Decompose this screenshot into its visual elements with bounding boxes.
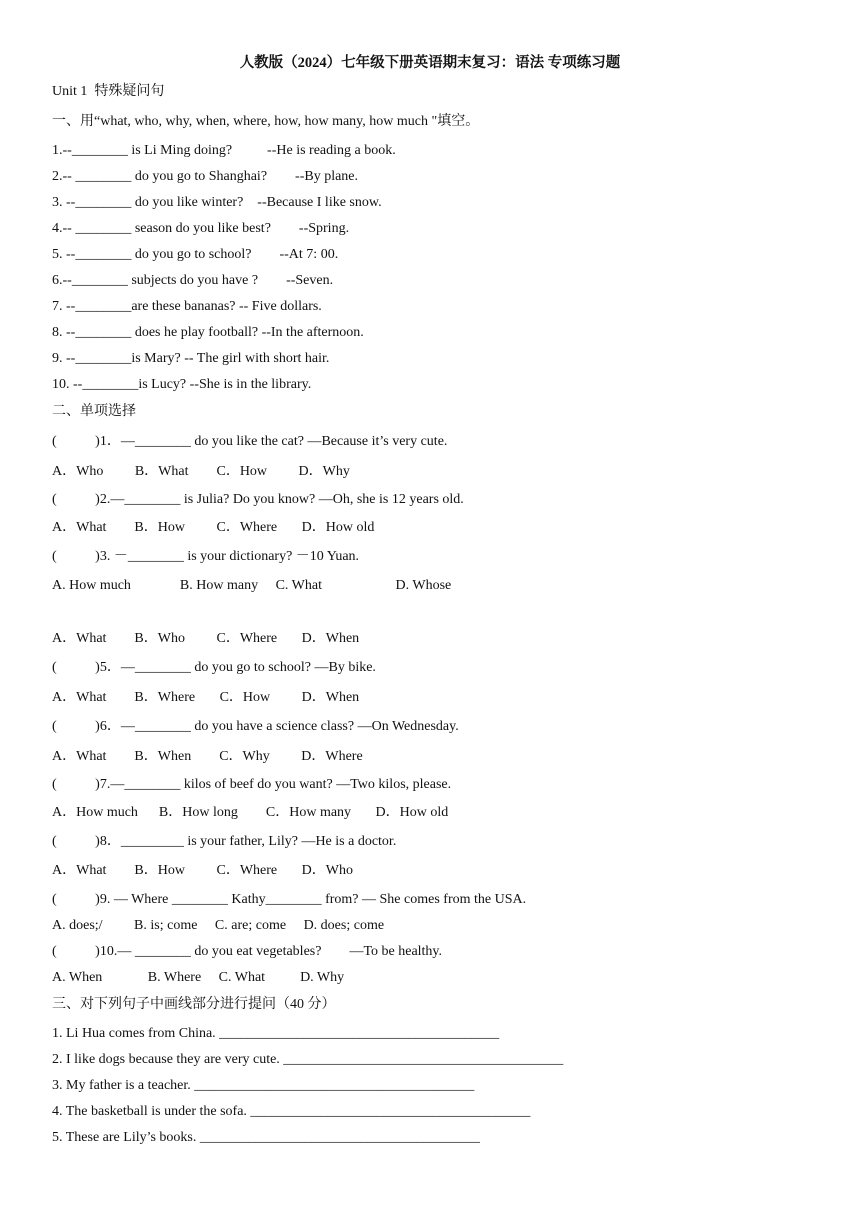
rewrite-item-5: 5. These are Lily’s books. ________________________________________ bbox=[52, 1130, 480, 1145]
mc-question-6: ( )6．—________ do you have a science class? —On Wednesday. bbox=[52, 719, 459, 734]
rewrite-item-4: 4. The basketball is under the sofa. ________________________________________ bbox=[52, 1104, 531, 1119]
fill-item-7: 7. --________are these bananas? -- Five dollars. bbox=[52, 299, 322, 314]
fill-item-1: 1.--________ is Li Ming doing? --He is reading a book. bbox=[52, 143, 396, 158]
mc-options-4: A．What B．Who C．Where D．When bbox=[52, 631, 360, 646]
mc-options-6: A．What B．When C．Why D．Where bbox=[52, 749, 363, 764]
mc-question-2: ( )2.—________ is Julia? Do you know? —Oh, she is 12 years old. bbox=[52, 492, 464, 507]
mc-options-9: A. does;/ B. is; come C. are; come D. does; come bbox=[52, 918, 385, 933]
mc-question-10: ( )10.— ________ do you eat vegetables? —To be healthy. bbox=[52, 944, 443, 959]
mc-options-2: A．What B．How C．Where D．How old bbox=[52, 520, 375, 535]
section3-heading: 三、对下列句子中画线部分进行提问（40 分） bbox=[52, 997, 336, 1012]
mc-options-10: A. When B. Where C. What D. Why bbox=[52, 970, 345, 985]
mc-options-5: A．What B．Where C．How D．When bbox=[52, 690, 360, 705]
rewrite-item-2: 2. I like dogs because they are very cute. ________________________________________ bbox=[52, 1052, 564, 1067]
mc-question-9: ( )9. — Where ________ Kathy________ from? — She comes from the USA. bbox=[52, 892, 527, 907]
mc-question-8: ( )8．_________ is your father, Lily? —He is a doctor. bbox=[52, 834, 397, 849]
fill-item-6: 6.--________ subjects do you have ? --Seven. bbox=[52, 273, 334, 288]
fill-item-5: 5. --________ do you go to school? --At 7: 00. bbox=[52, 247, 339, 262]
page-title: 人教版（2024）七年级下册英语期末复习：语法 专项练习题 bbox=[239, 55, 621, 71]
fill-item-9: 9. --________is Mary? -- The girl with short hair. bbox=[52, 351, 330, 366]
mc-question-1: ( )1．—________ do you like the cat? —Because it’s very cute. bbox=[52, 434, 448, 449]
mc-options-8: A．What B．How C．Where D．Who bbox=[52, 863, 353, 878]
mc-options-1: A．Who B．What C．How D．Why bbox=[52, 464, 350, 479]
mc-options-3: A. How much B. How many C. What D. Whose bbox=[52, 578, 452, 593]
fill-item-2: 2.-- ________ do you go to Shanghai? --By plane. bbox=[52, 169, 359, 184]
unit-heading: Unit 1 特殊疑问句 bbox=[52, 84, 165, 99]
fill-item-10: 10. --________is Lucy? --She is in the library. bbox=[52, 377, 312, 392]
mc-options-7: A．How much B．How long C．How many D．How old bbox=[52, 805, 449, 820]
mc-question-3: ( )3. －________ is your dictionary? －10 Yuan. bbox=[52, 549, 360, 564]
section2-heading: 二、单项选择 bbox=[52, 404, 136, 419]
mc-question-7: ( )7.—________ kilos of beef do you want? —Two kilos, please. bbox=[52, 777, 452, 792]
rewrite-item-1: 1. Li Hua comes from China. ________________________________________ bbox=[52, 1026, 500, 1041]
rewrite-item-3: 3. My father is a teacher. ________________________________________ bbox=[52, 1078, 475, 1093]
fill-item-4: 4.-- ________ season do you like best? --Spring. bbox=[52, 221, 350, 236]
fill-item-8: 8. --________ does he play football? --In the afternoon. bbox=[52, 325, 364, 340]
mc-question-5: ( )5．—________ do you go to school? —By bike. bbox=[52, 660, 376, 675]
fill-item-3: 3. --________ do you like winter? --Because I like snow. bbox=[52, 195, 382, 210]
section1-heading: 一、用“what, who, why, when, where, how, how many, how much "填空。 bbox=[52, 114, 480, 129]
